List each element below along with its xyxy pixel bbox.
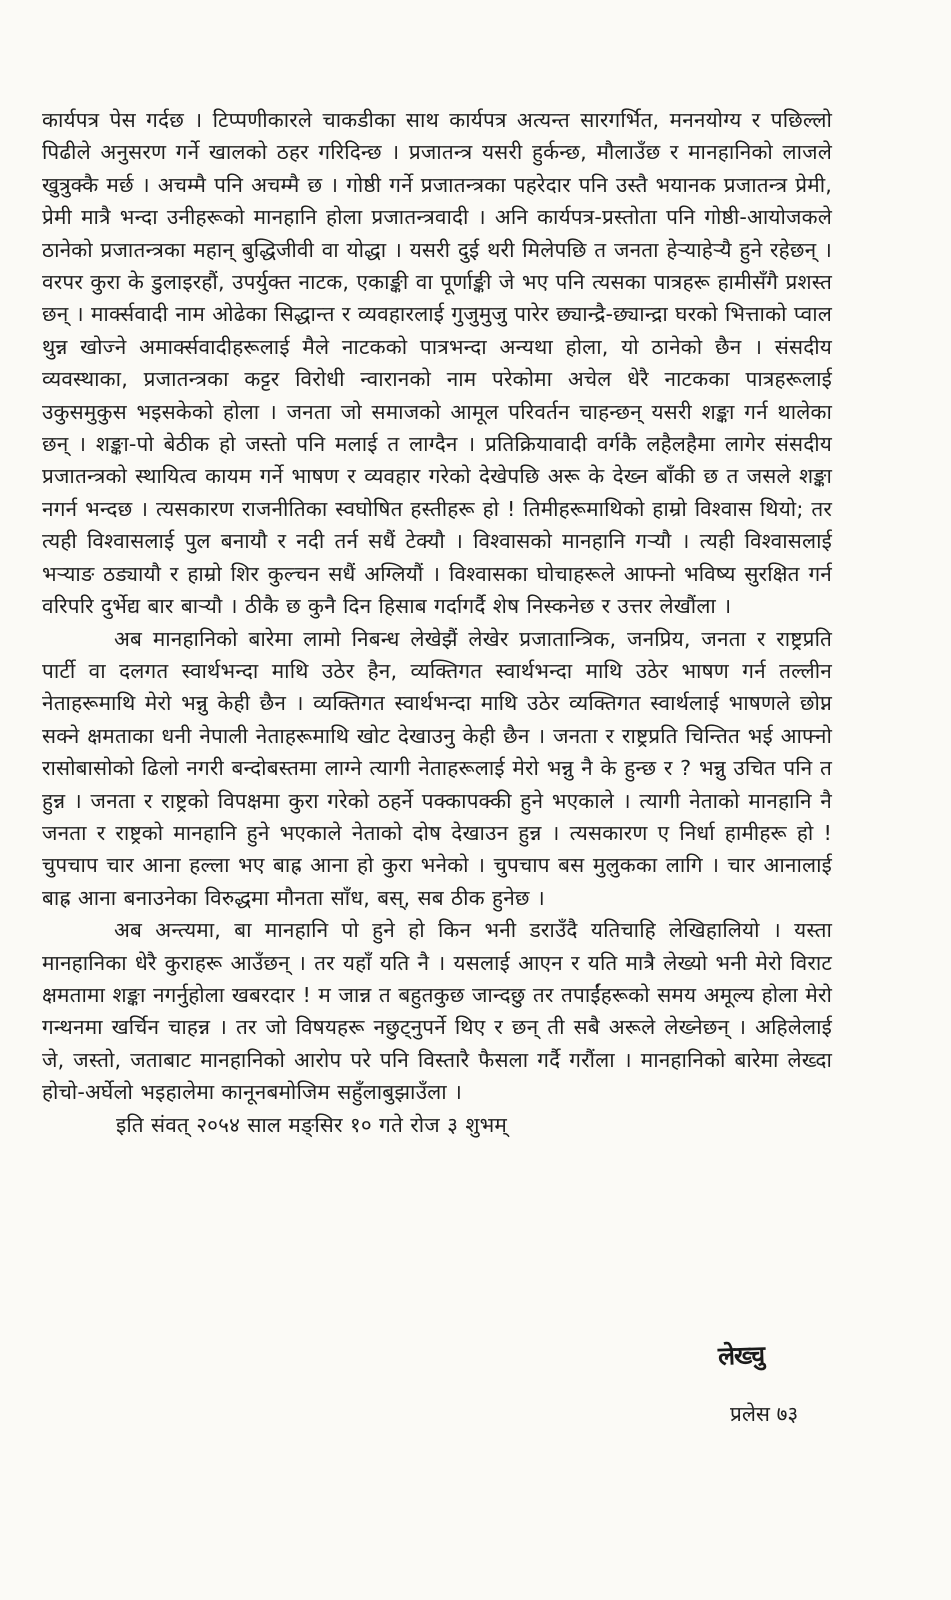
paragraph-3: अब अन्त्यमा, बा मानहानि पो हुने हो किन भनी डराउँदै यतिचाहि लेखिहालियो । यस्ता मानहानिका धेरै कुराहरू आउँछन् । तर यहाँ यति नै । यसलाई आएन र यति मात्रै लेख्यो भनी मेरो विराट क्षमतामा शङ्का नगर्नुहोला खबरदार ! म जान्न त बहुतकुछ जान्दछु तर तपाईंहरूको समय अमूल्य होला मेरो गन्थनमा खर्चिन चाहन्न । तर जो विषयहरू नछुट्नुपर्ने थिए र छन् ती सबै अरूले लेख्नेछन् । अहिलेलाई जे, जस्तो, जताबाट मानहानिको आरोप परे पनि विस्तारै फैसला गर्दै गरौंला । मानहानिको बारेमा लेख्दा होचो-अर्घेलो भइहालेमा कानूनबमोजिम सहुँलाबुझाउँला । xyxy=(42,918,832,1105)
page-footer-folio: प्रलेस ७३ xyxy=(730,1402,799,1426)
paragraph-2: अब मानहानिको बारेमा लामो निबन्ध लेखेझैं लेखेर प्रजातान्त्रिक, जनप्रिय, जनता र राष्ट्रप्रति पार्टी वा दलगत स्वार्थभन्दा माथि उठेर हैन, व्यक्तिगत स्वार्थभन्दा माथि उठेर भाषण गर्न तल्लीन नेताहरूमाथि मेरो भन्नु केही छैन । व्यक्तिगत स्वार्थभन्दा माथि उठेर व्यक्तिगत स्वार्थलाई भाषणले छोप्न सक्ने क्षमताका धनी नेपाली नेताहरूमाथि खोट देखाउनु केही छैन । जनता र राष्ट्रप्रति चिन्तित भई आफ्नो रासोबासोको ढिलो नगरी बन्दोबस्तमा लाग्ने त्यागी नेताहरूलाई मेरो भन्नु नै के हुन्छ र ? भन्नु उचित पनि त हुन्न । जनता र राष्ट्रको विपक्षमा कुरा गरेको ठहर्ने पक्कापक्की हुने भएकाले । त्यागी नेताको मानहानि नै जनता र राष्ट्रको मानहानि हुने भएकाले नेताको दोष देखाउन हुन्न । त्यसकारण ए निर्धा हामीहरू हो ! चुपचाप चार आना हल्ला भए बाह्र आना हो कुरा भनेको । चुपचाप बस मुलुकका लागि । चार आनालाई बाह्र आना बनाउनेका विरुद्धमा मौनता साँध, बस्, सब ठीक हुनेछ । xyxy=(42,626,832,910)
author-signature: लेख्चु xyxy=(717,1340,765,1371)
article-body xyxy=(42,104,832,1141)
paragraph-1: कार्यपत्र पेस गर्दछ । टिप्पणीकारले चाकडीका साथ कार्यपत्र अत्यन्त सारगर्भित, मननयोग्य र पछिल्लो पिढीले अनुसरण गर्ने खालको ठहर गरिदिन्छ । प्रजातन्त्र यसरी हुर्कन्छ, मौलाउँछ र मानहानिको लाजले खुत्रुक्कै मर्छ । अचम्मै पनि अचम्मै छ । गोष्ठी गर्ने प्रजातन्त्रका पहरेदार पनि उस्तै भयानक प्रजातन्त्र प्रेमी, प्रेमी मात्रै भन्दा उनीहरूको मानहानि होला प्रजातन्त्रवादी । अनि कार्यपत्र-प्रस्तोता पनि गोष्ठी-आयोजकले ठानेको प्रजातन्त्रका महान् बुद्धिजीवी वा योद्धा । यसरी दुई थरी मिलेपछि त जनता हेर्‍याहेर्‍यै हुने रहेछन् । वरपर कुरा के डुलाइरहौं, उपर्युक्त नाटक, एकाङ्की वा पूर्णाङ्की जे भए पनि त्यसका पात्रहरू हामीसँगै प्रशस्त छन् । मार्क्सवादी नाम ओढेका सिद्धान्त र व्यवहारलाई गुजुमुजु पारेर छ्यान्द्रै-छ्यान्द्रा घरको भित्ताको प्वाल थुन्न खोज्ने अमार्क्सवादीहरूलाई मैले नाटकको पात्रभन्दा अन्यथा होला, यो ठानेको छैन । संसदीय व्यवस्थाका, प्रजातन्त्रका कट्टर विरोधी न्वारानको नाम परेकोमा अचेल धेरै नाटकका पात्रहरूलाई उकुसमुकुस भइसकेको होला । जनता जो समाजको आमूल परिवर्तन चाहन्छन् यसरी शङ्का गर्न थालेका छन् । शङ्का-पो बेठीक हो जस्तो पनि मलाई त लाग्दैन । प्रतिक्रियावादी वर्गकै लहैलहैमा लागेर संसदीय प्रजातन्त्रको स्थायित्व कायम गर्ने भाषण र व्यवहार गरेको देखेपछि अरू के देख्न बाँकी छ त जसले शङ्का नगर्न भन्दछ । त्यसकारण राजनीतिका स्वघोषित हस्तीहरू हो ! तिमीहरूमाथिको हाम्रो विश्वास थियो; तर त्यही विश्वासलाई पुल बनायौ र नदी तर्न सधैं टेक्यौ । विश्वासको मानहानि गर्‍यौ । त्यही विश्वासलाई भऱ्याङ ठड्यायौ र हाम्रो शिर कुल्चन सधैं अग्लियौं । विश्वासका घोचाहरूले आफ्नो भविष्य सुरक्षित गर्न वरिपरि दुर्भेद्य बार बार्‍यौ । ठीकै छ कुनै दिन हिसाब गर्दागर्दै शेष निस्कनेछ र उत्तर लेखौंला । xyxy=(42,108,832,619)
dateline: इति संवत् २०५४ साल मङ्सिर १० गते रोज ३ शुभम् xyxy=(116,1112,507,1137)
